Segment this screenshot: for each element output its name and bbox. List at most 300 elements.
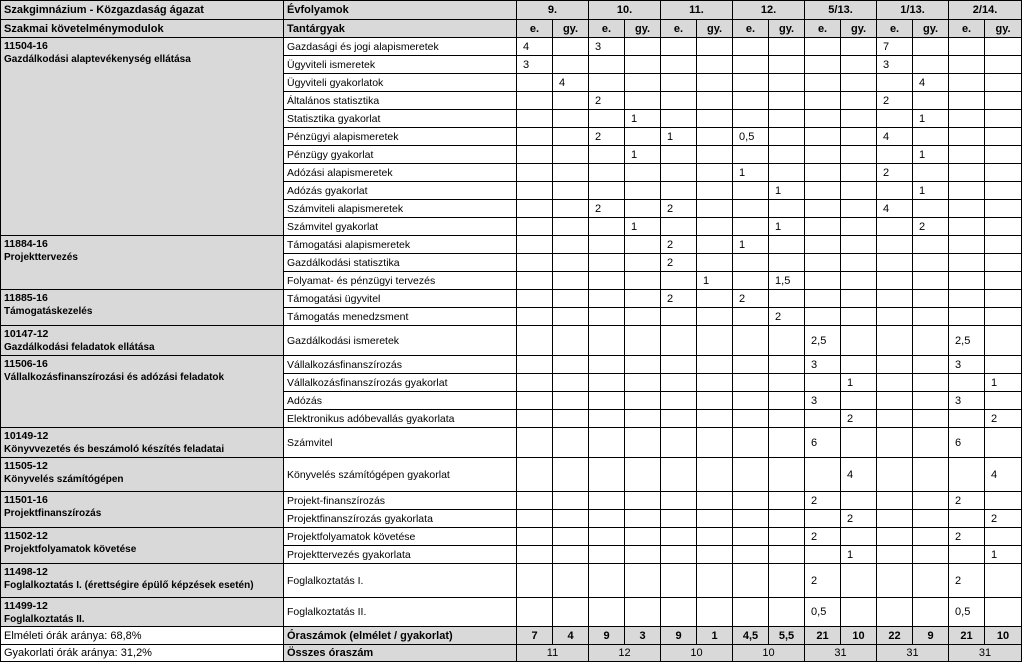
hours-value-cell [661,392,697,410]
practice-col-header: gy. [985,20,1022,38]
hours-row [1,627,1022,645]
hours-value-cell: 2 [985,410,1022,428]
hours-value-cell [913,308,949,326]
hours-value-cell: 4 [517,38,553,56]
hours-value-cell [913,164,949,182]
table-row [1,458,1022,492]
hours-value-cell [985,92,1022,110]
hours-value-cell [985,38,1022,56]
hours-value-cell [877,598,913,627]
hours-value-cell [841,164,877,182]
hours-value-cell [553,546,589,564]
hours-value-cell [589,410,625,428]
hours-value-cell [517,428,553,458]
hours-value-cell [949,290,985,308]
hours-value-cell [697,492,733,510]
hours-value-cell: 1 [625,218,661,236]
hours-value-cell [949,92,985,110]
subject-name: Ügyviteli gyakorlatok [284,74,517,92]
hours-value-cell [697,374,733,392]
hours-value-cell [913,392,949,410]
hours-value-cell [589,110,625,128]
hours-value-cell [841,92,877,110]
hours-value-cell [913,510,949,528]
module-code: 10147-12 [4,328,49,340]
subject-name: Általános statisztika [284,92,517,110]
hours-value-cell [733,308,769,326]
hours-value-cell [625,356,661,374]
hours-value-cell: 2 [841,510,877,528]
years-label: Évfolyamok [284,1,517,20]
hours-value-cell [517,254,553,272]
hours-value-cell [553,92,589,110]
hours-value-cell [985,254,1022,272]
hours-value-cell [913,428,949,458]
hours-value-cell [985,564,1022,598]
subject-name: Támogatás menedzsment [284,308,517,326]
hours-value-cell [949,182,985,200]
subject-name: Támogatási alapismeretek [284,236,517,254]
hours-value-cell [661,146,697,164]
module-code: 11501-16 [4,494,48,506]
hours-value-cell [877,308,913,326]
hours-value-cell: 1 [913,182,949,200]
header-row-subtypes [1,20,1022,38]
subject-name: Statisztika gyakorlat [284,110,517,128]
hours-value-cell [661,56,697,74]
hours-value-cell [517,200,553,218]
subject-name: Vállalkozásfinanszírozás gyakorlat [284,374,517,392]
module-name: Foglalkoztatás I. (érettségire épülő képzések esetén) [4,580,254,591]
hours-value-cell [553,410,589,428]
hours-value-cell [985,200,1022,218]
hours-value-cell [625,308,661,326]
hours-value-cell [589,236,625,254]
total-row [1,645,1022,662]
total-cell: 10 [733,645,805,662]
hours-label: Óraszámok (elmélet / gyakorlat) [284,627,517,645]
hours-value-cell: 1 [985,374,1022,392]
total-cell: 31 [805,645,877,662]
table-row [1,598,1022,627]
hours-value-cell [697,546,733,564]
hours-value-cell [949,546,985,564]
hours-value-cell [733,38,769,56]
hours-value-cell [517,110,553,128]
hours-value-cell: 4 [841,458,877,492]
hours-value-cell [553,564,589,598]
total-cell: 10 [661,645,733,662]
hours-value-cell: 1 [985,546,1022,564]
hours-value-cell [877,182,913,200]
hours-value-cell [661,182,697,200]
hours-value-cell [733,182,769,200]
hours-value-cell [697,290,733,308]
hours-value-cell [877,546,913,564]
hours-value-cell [517,410,553,428]
hours-value-cell [589,492,625,510]
hours-value-cell [625,128,661,146]
table-row [1,326,1022,356]
hours-value-cell [949,458,985,492]
subject-name: Számvitel gyakorlat [284,218,517,236]
hours-value-cell [733,218,769,236]
table-title: Szakgimnázium - Közgazdaság ágazat [1,1,284,20]
hours-value-cell [625,182,661,200]
hours-value-cell: 1 [733,236,769,254]
module-name: Könyvvezetés és beszámoló készítés feladatai [4,444,225,455]
hours-value-cell [949,308,985,326]
module-name: Projekttervezés [4,252,78,263]
hours-value-cell: 1,5 [769,272,805,290]
practice-col-header: gy. [913,20,949,38]
hours-value-cell [805,164,841,182]
subject-name: Projekt-finanszírozás [284,492,517,510]
hours-value-cell [913,374,949,392]
hours-value-cell [697,218,733,236]
hours-cell: 7 [517,627,553,645]
hours-value-cell [625,598,661,627]
hours-value-cell [913,254,949,272]
hours-value-cell [733,428,769,458]
hours-value-cell [589,392,625,410]
module-code: 11498-12 [4,566,48,578]
hours-value-cell [661,528,697,546]
hours-value-cell [517,290,553,308]
hours-value-cell [877,458,913,492]
hours-value-cell [589,458,625,492]
hours-value-cell [769,326,805,356]
hours-value-cell: 2 [949,528,985,546]
hours-value-cell [841,308,877,326]
hours-value-cell: 3 [805,392,841,410]
table-row [1,492,1022,510]
hours-value-cell: 2 [733,290,769,308]
hours-value-cell [553,38,589,56]
hours-value-cell [553,128,589,146]
hours-value-cell [841,200,877,218]
hours-value-cell [517,546,553,564]
hours-cell: 21 [949,627,985,645]
hours-value-cell: 4 [877,200,913,218]
hours-value-cell [589,510,625,528]
table-row [1,236,1022,254]
hours-value-cell [805,218,841,236]
module-code: 11506-16 [4,358,48,370]
hours-value-cell [553,236,589,254]
hours-value-cell [769,528,805,546]
hours-value-cell [841,128,877,146]
hours-value-cell [985,236,1022,254]
hours-value-cell [661,428,697,458]
hours-value-cell [733,598,769,627]
hours-value-cell [733,92,769,110]
hours-value-cell [517,182,553,200]
hours-value-cell [517,128,553,146]
practice-col-header: gy. [553,20,589,38]
year-header: 2/14. [949,1,1022,20]
hours-value-cell [805,74,841,92]
hours-value-cell [517,326,553,356]
table-row [1,290,1022,308]
hours-value-cell [625,410,661,428]
hours-value-cell [553,146,589,164]
hours-cell: 21 [805,627,841,645]
practice-col-header: gy. [697,20,733,38]
hours-value-cell [661,492,697,510]
hours-value-cell [805,410,841,428]
hours-value-cell: 6 [805,428,841,458]
hours-value-cell [769,56,805,74]
hours-value-cell [841,218,877,236]
hours-value-cell [517,492,553,510]
hours-value-cell: 2 [661,254,697,272]
hours-cell: 10 [841,627,877,645]
hours-value-cell [949,218,985,236]
hours-value-cell [553,598,589,627]
total-label: Összes óraszám [284,645,517,662]
hours-value-cell: 2 [589,200,625,218]
year-header: 10. [589,1,661,20]
hours-value-cell [733,272,769,290]
subject-name: Elektronikus adóbevallás gyakorlata [284,410,517,428]
hours-value-cell [661,546,697,564]
subject-name: Számvitel [284,428,517,458]
hours-value-cell [625,272,661,290]
hours-value-cell [949,110,985,128]
hours-value-cell: 2 [805,528,841,546]
practice-col-header: gy. [841,20,877,38]
module-code: 10149-12 [4,430,49,442]
hours-value-cell [589,56,625,74]
hours-value-cell [949,272,985,290]
hours-value-cell [913,200,949,218]
hours-value-cell: 2 [805,564,841,598]
hours-value-cell: 2 [913,218,949,236]
hours-cell: 4,5 [733,627,769,645]
hours-value-cell [985,74,1022,92]
hours-value-cell: 3 [589,38,625,56]
hours-value-cell [553,356,589,374]
subject-name: Projektfinanszírozás gyakorlata [284,510,517,528]
hours-value-cell [841,356,877,374]
table-row [1,356,1022,374]
hours-value-cell [949,510,985,528]
hours-value-cell: 0,5 [733,128,769,146]
hours-value-cell [517,272,553,290]
hours-value-cell [877,74,913,92]
hours-value-cell [949,254,985,272]
hours-value-cell [589,326,625,356]
theory-col-header: e. [589,20,625,38]
hours-value-cell [769,356,805,374]
hours-value-cell [733,74,769,92]
hours-value-cell: 2 [589,128,625,146]
hours-value-cell: 3 [949,356,985,374]
hours-value-cell [697,428,733,458]
total-cell: 12 [589,645,661,662]
hours-value-cell [661,564,697,598]
hours-value-cell [733,254,769,272]
year-header: 11. [661,1,733,20]
subject-name: Folyamat- és pénzügyi tervezés [284,272,517,290]
hours-value-cell [625,200,661,218]
table-row [1,564,1022,598]
hours-value-cell [517,164,553,182]
hours-value-cell [805,92,841,110]
hours-value-cell [625,492,661,510]
hours-cell: 9 [589,627,625,645]
hours-value-cell [661,308,697,326]
hours-value-cell [589,546,625,564]
hours-value-cell [553,428,589,458]
module-code: 11504-16 [4,40,48,52]
hours-value-cell [553,458,589,492]
table-row [1,528,1022,546]
hours-value-cell [805,110,841,128]
hours-value-cell [697,356,733,374]
hours-value-cell [949,410,985,428]
hours-value-cell [517,146,553,164]
hours-value-cell [589,356,625,374]
hours-value-cell: 2 [877,164,913,182]
hours-value-cell [805,128,841,146]
hours-value-cell [589,74,625,92]
hours-value-cell [769,410,805,428]
hours-value-cell [625,428,661,458]
hours-cell: 5,5 [769,627,805,645]
hours-value-cell [733,510,769,528]
hours-value-cell [985,528,1022,546]
subject-name: Támogatási ügyvitel [284,290,517,308]
hours-value-cell: 2 [661,290,697,308]
hours-value-cell [697,164,733,182]
subject-name: Foglalkoztatás II. [284,598,517,627]
hours-value-cell: 2 [769,308,805,326]
hours-value-cell [661,272,697,290]
hours-value-cell [733,410,769,428]
hours-value-cell [805,38,841,56]
hours-value-cell: 2 [661,236,697,254]
hours-value-cell [661,92,697,110]
hours-value-cell [769,598,805,627]
hours-value-cell: 2 [949,564,985,598]
hours-value-cell [697,56,733,74]
hours-value-cell [913,410,949,428]
hours-value-cell [877,326,913,356]
hours-value-cell [661,458,697,492]
hours-value-cell [913,564,949,598]
hours-value-cell [985,392,1022,410]
hours-value-cell [913,92,949,110]
subject-name: Pénzügy gyakorlat [284,146,517,164]
module-cell [1,564,284,598]
hours-value-cell [805,254,841,272]
module-name: Vállalkozásfinanszírozási és adózási feladatok [4,372,225,383]
hours-cell: 22 [877,627,913,645]
practice-col-header: gy. [769,20,805,38]
hours-value-cell [877,110,913,128]
module-cell [1,492,284,528]
year-header: 12. [733,1,805,20]
hours-value-cell [985,308,1022,326]
hours-value-cell [877,492,913,510]
subject-name: Könyvelés számítógépen gyakorlat [284,458,517,492]
hours-value-cell [697,146,733,164]
hours-value-cell [589,528,625,546]
hours-value-cell [805,458,841,492]
hours-value-cell [769,74,805,92]
hours-value-cell [805,308,841,326]
hours-value-cell: 3 [517,56,553,74]
hours-value-cell [769,110,805,128]
hours-value-cell [949,38,985,56]
hours-value-cell [949,374,985,392]
hours-value-cell [625,528,661,546]
hours-value-cell [661,410,697,428]
module-cell [1,236,284,290]
hours-value-cell [553,272,589,290]
hours-value-cell [877,374,913,392]
hours-value-cell [697,564,733,598]
hours-value-cell [697,392,733,410]
theory-col-header: e. [805,20,841,38]
hours-value-cell [949,164,985,182]
hours-value-cell [517,564,553,598]
hours-value-cell [877,272,913,290]
subject-name: Ügyviteli ismeretek [284,56,517,74]
hours-value-cell [733,146,769,164]
hours-value-cell: 1 [769,218,805,236]
hours-value-cell: 1 [733,164,769,182]
hours-value-cell [517,308,553,326]
hours-value-cell [553,164,589,182]
hours-value-cell [913,272,949,290]
hours-value-cell [985,218,1022,236]
practice-col-header: gy. [625,20,661,38]
hours-value-cell: 1 [913,110,949,128]
total-cell: 31 [949,645,1022,662]
hours-value-cell: 1 [661,128,697,146]
hours-value-cell [697,182,733,200]
subject-name: Gazdasági és jogi alapismeretek [284,38,517,56]
hours-value-cell [877,218,913,236]
hours-value-cell [661,374,697,392]
hours-value-cell [697,510,733,528]
hours-value-cell [769,564,805,598]
hours-value-cell [589,564,625,598]
hours-value-cell [661,510,697,528]
hours-value-cell [589,254,625,272]
total-cell: 31 [877,645,949,662]
hours-value-cell [985,356,1022,374]
hours-value-cell [625,374,661,392]
module-cell [1,326,284,356]
hours-cell: 9 [661,627,697,645]
hours-value-cell [661,74,697,92]
hours-value-cell [625,510,661,528]
module-name: Projektfinanszírozás [4,508,102,519]
hours-value-cell [553,56,589,74]
hours-value-cell [841,428,877,458]
hours-value-cell [625,74,661,92]
hours-value-cell [625,92,661,110]
table-row [1,38,1022,56]
hours-value-cell [589,290,625,308]
hours-value-cell [733,392,769,410]
hours-value-cell [805,272,841,290]
module-code: 11505-12 [4,460,48,472]
